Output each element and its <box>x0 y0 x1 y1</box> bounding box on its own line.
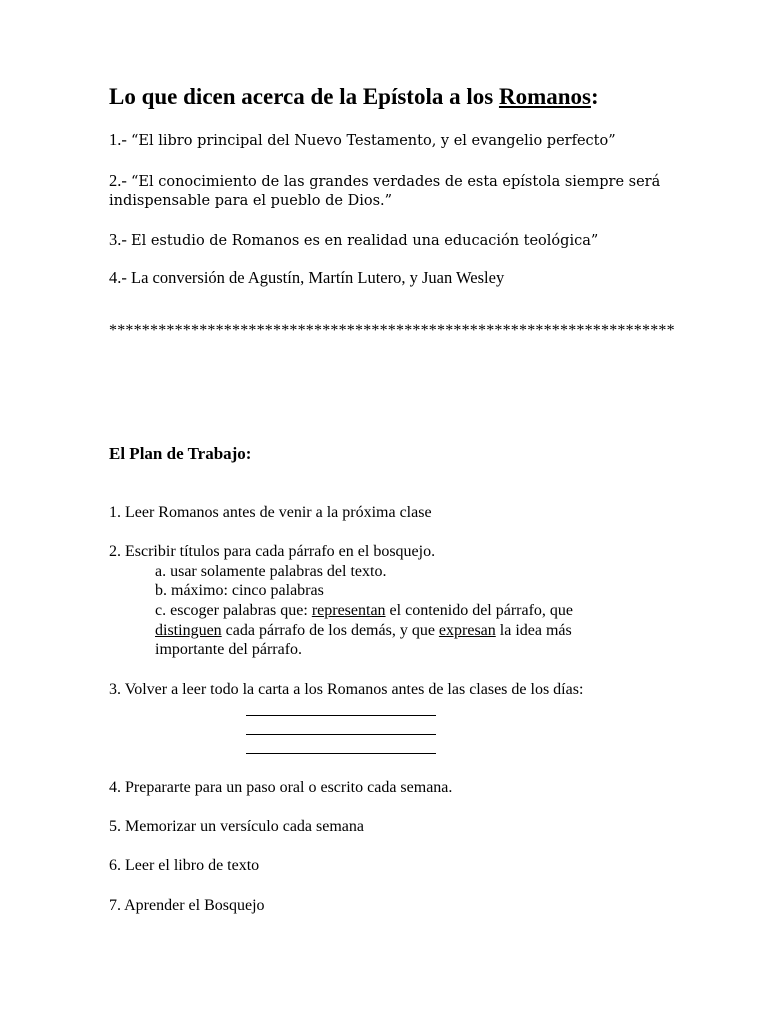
plan-item-4: 4. Prepararte para un paso oral o escrito cada semana. <box>109 779 453 796</box>
quote-2-continued: indispensable para el pueblo de Dios.” <box>109 193 393 209</box>
plan-sub-b: b. máximo: cinco palabras <box>155 582 324 599</box>
plan-item-5: 5. Memorizar un versículo cada semana <box>109 818 365 835</box>
blank-line-1[interactable] <box>246 715 436 716</box>
plan-sub-c-line1: c. escoger palabras que: representan el contenido del párrafo, que <box>155 602 574 619</box>
title-underlined-word: Romanos <box>498 84 591 109</box>
separator-stars: ********************************************************************* <box>109 322 675 339</box>
blank-line-2[interactable] <box>246 734 436 735</box>
plan-title: El Plan de Trabajo: <box>109 444 252 463</box>
plan-item-6: 6. Leer el libro de texto <box>109 857 260 874</box>
plan-sub-c-line3: importante del párrafo. <box>155 641 303 658</box>
quote-4: 4.- La conversión de Agustín, Martín Lutero, y Juan Wesley <box>109 268 505 287</box>
plan-item-1: 1. Leer Romanos antes de venir a la próxima clase <box>109 504 432 521</box>
blank-line-3[interactable] <box>246 753 436 754</box>
quote-3: 3.- El estudio de Romanos es en realidad una educación teológica” <box>109 230 599 249</box>
plan-item-7: 7. Aprender el Bosquejo <box>109 897 265 914</box>
quote-1: 1.- “El libro principal del Nuevo Testamento, y el evangelio perfecto” <box>109 130 616 149</box>
plan-sub-a: a. usar solamente palabras del texto. <box>155 563 387 580</box>
quote-2: 2.- “El conocimiento de las grandes verdades de esta epístola siempre será <box>109 171 661 190</box>
plan-item-3: 3. Volver a leer todo la carta a los Romanos antes de las clases de los días: <box>109 681 584 698</box>
plan-sub-c-line2: distinguen cada párrafo de los demás, y que expresan la idea más <box>155 622 572 639</box>
plan-item-2: 2. Escribir títulos para cada párrafo en el bosquejo. <box>109 543 436 560</box>
page-title: Lo que dicen acerca de la Epístola a los Romanos: <box>109 84 599 109</box>
